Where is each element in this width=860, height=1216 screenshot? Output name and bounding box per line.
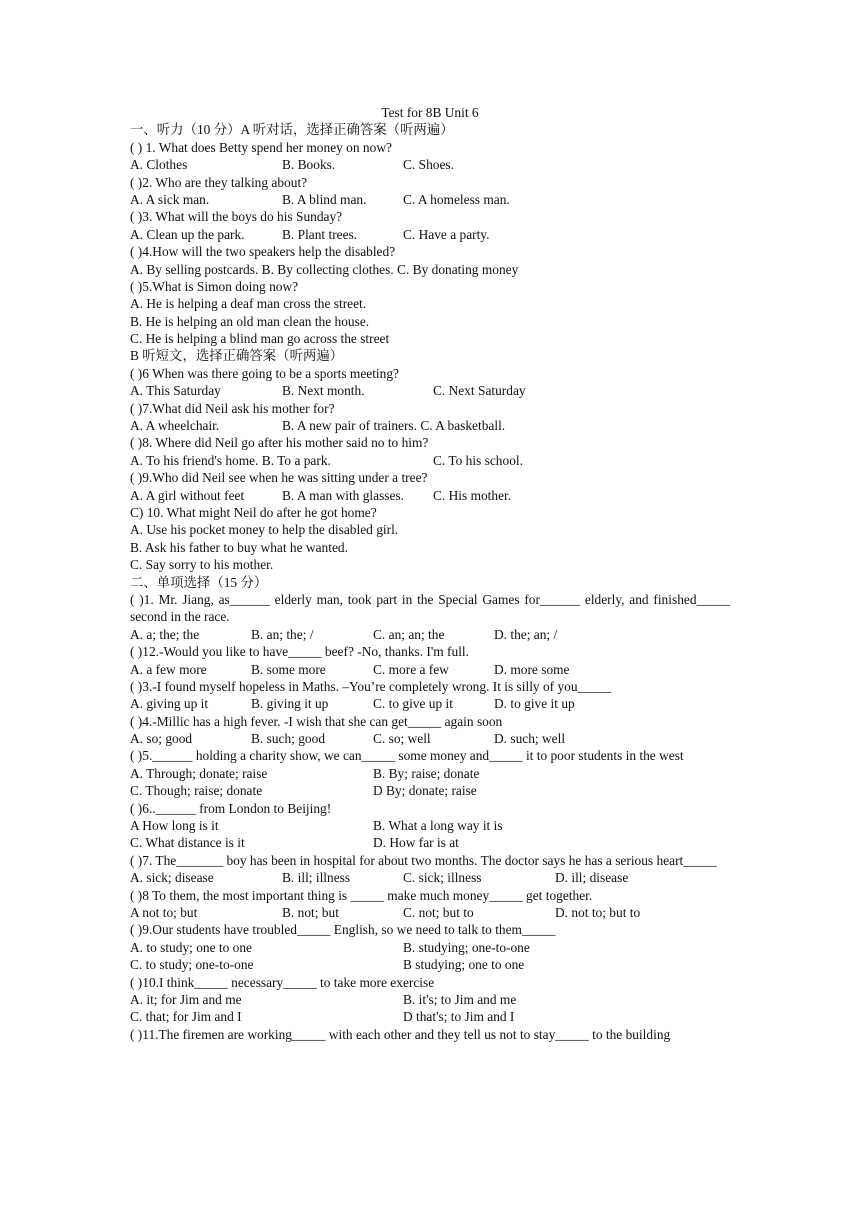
question: ( )6..______ from London to Beijing! bbox=[130, 800, 332, 816]
option: C. Say sorry to his mother. bbox=[130, 557, 274, 573]
question: ( )8. Where did Neil go after his mother said no to him? bbox=[130, 435, 429, 451]
option: C. more a few bbox=[373, 661, 449, 677]
option: B. Ask his father to buy what he wanted. bbox=[130, 539, 348, 555]
answer-options bbox=[130, 991, 730, 1008]
option: C. not; but to bbox=[403, 905, 474, 921]
option: B. Plant trees. bbox=[282, 226, 358, 242]
answer-options bbox=[130, 730, 730, 747]
question: ( )8 To them, the most important thing is _____ make much money_____ get together. bbox=[130, 887, 593, 903]
question: ( )12.-Would you like to have_____ beef? -No, thanks. I'm full. bbox=[130, 644, 469, 660]
answer-options bbox=[130, 382, 730, 399]
answer-options bbox=[130, 1008, 730, 1025]
question: ( )4.How will the two speakers help the disabled? bbox=[130, 244, 396, 260]
option: C. To his school. bbox=[433, 452, 523, 468]
question: ( )3.-I found myself hopeless in Maths. –You’re completely wrong. It is silly of you_____ bbox=[130, 678, 612, 694]
option: B. A blind man. bbox=[282, 191, 367, 207]
option: A. Clothes bbox=[130, 157, 188, 173]
option: A. so; good bbox=[130, 731, 193, 747]
answer-options bbox=[130, 156, 730, 173]
option: D. more some bbox=[494, 661, 570, 677]
answer-options bbox=[130, 487, 730, 504]
option: C. A homeless man. bbox=[403, 191, 510, 207]
option: C. He is helping a blind man go across the street bbox=[130, 331, 390, 347]
option: A. Through; donate; raise bbox=[130, 765, 268, 781]
question: ( )7.What did Neil ask his mother for? bbox=[130, 400, 335, 416]
option: C. an; an; the bbox=[373, 626, 445, 642]
option: B. it's; to Jim and me bbox=[403, 991, 517, 1007]
option: D that's; to Jim and I bbox=[403, 1009, 515, 1025]
answer-options bbox=[130, 452, 730, 469]
question: ( )9.Who did Neil see when he was sitting under a tree? bbox=[130, 470, 428, 486]
question: ( )6 When was there going to be a sports meeting? bbox=[130, 365, 399, 381]
option: A. a; the; the bbox=[130, 626, 200, 642]
option: A. A wheelchair. bbox=[130, 418, 220, 434]
option: C. so; well bbox=[373, 731, 431, 747]
option: C. What distance is it bbox=[130, 835, 245, 851]
answer-options bbox=[130, 661, 730, 678]
section-heading: 一、听力（10 分）A 听对话，选择正确答案（听两遍） bbox=[130, 122, 454, 138]
option: C. to study; one-to-one bbox=[130, 957, 254, 973]
question: C) 10. What might Neil do after he got home? bbox=[130, 504, 377, 520]
answer-options bbox=[130, 817, 730, 834]
option: B. A new pair of trainers. C. A basketball. bbox=[282, 418, 506, 434]
option: C. that; for Jim and I bbox=[130, 1009, 242, 1025]
option: A. A girl without feet bbox=[130, 487, 245, 503]
option: B. not; but bbox=[282, 905, 339, 921]
answer-options bbox=[130, 191, 730, 208]
option: B. By; raise; donate bbox=[373, 765, 480, 781]
option: A. to study; one to one bbox=[130, 939, 252, 955]
option: B. giving it up bbox=[251, 696, 329, 712]
option: C. Have a party. bbox=[403, 226, 490, 242]
option: C. sick; illness bbox=[403, 870, 482, 886]
option: D. not to; but to bbox=[555, 905, 641, 921]
option: A. He is helping a deaf man cross the street. bbox=[130, 296, 367, 312]
option: D. such; well bbox=[494, 731, 566, 747]
option: C. Shoes. bbox=[403, 157, 454, 173]
option: A. sick; disease bbox=[130, 870, 214, 886]
question: ( )5.What is Simon doing now? bbox=[130, 278, 299, 294]
question: ( )7. The_______ boy has been in hospital for about two months. The doctor says he has a serious heart_____ bbox=[130, 852, 717, 868]
option: A not to; but bbox=[130, 905, 198, 921]
question: ( )9.Our students have troubled_____ English, so we need to talk to them_____ bbox=[130, 922, 556, 938]
option: B. He is helping an old man clean the house. bbox=[130, 313, 370, 329]
answer-options bbox=[130, 695, 730, 712]
option: A. A sick man. bbox=[130, 191, 210, 207]
option: C. Next Saturday bbox=[433, 383, 526, 399]
answer-options bbox=[130, 626, 730, 643]
option: D By; donate; raise bbox=[373, 783, 477, 799]
answer-options bbox=[130, 782, 730, 799]
option: B. some more bbox=[251, 661, 326, 677]
option: B. What a long way it is bbox=[373, 818, 503, 834]
answer-options: A. By selling postcards. B. By collecting clothes. C. By donating money bbox=[130, 261, 519, 277]
answer-options bbox=[130, 939, 730, 956]
option: B. studying; one-to-one bbox=[403, 939, 530, 955]
option: A. it; for Jim and me bbox=[130, 991, 242, 1007]
option: C. Though; raise; donate bbox=[130, 783, 263, 799]
option: D. to give it up bbox=[494, 696, 575, 712]
option: B studying; one to one bbox=[403, 957, 525, 973]
question: ( )10.I think_____ necessary_____ to take more exercise bbox=[130, 974, 435, 990]
option: A. Clean up the park. bbox=[130, 226, 245, 242]
option: B. A man with glasses. bbox=[282, 487, 405, 503]
question: ( )11.The firemen are working_____ with each other and they tell us not to stay_____ to the building bbox=[130, 1026, 671, 1042]
section-heading: B 听短文，选择正确答案（听两遍） bbox=[130, 348, 344, 364]
option: A. a few more bbox=[130, 661, 207, 677]
page-title: Test for 8B Unit 6 bbox=[381, 105, 479, 120]
option: C. to give up it bbox=[373, 696, 453, 712]
answer-options bbox=[130, 226, 730, 243]
question: ( )5.______ holding a charity show, we can_____ some money and_____ it to poor students in the west bbox=[130, 748, 684, 764]
question: ( )1. Mr. Jiang, as______ elderly man, took part in the Special Games for______ elderly, and finished_____ second in the race. bbox=[130, 591, 730, 625]
question: ( )3. What will the boys do his Sunday? bbox=[130, 209, 343, 225]
answer-options bbox=[130, 834, 730, 851]
question: ( )2. Who are they talking about? bbox=[130, 174, 308, 190]
worksheet bbox=[130, 104, 730, 1043]
option: A How long is it bbox=[130, 818, 219, 834]
question: ( )4.-Millic has a high fever. -I wish that she can get_____ again soon bbox=[130, 713, 503, 729]
option: A. Use his pocket money to help the disabled girl. bbox=[130, 522, 399, 538]
option: C. His mother. bbox=[433, 487, 512, 503]
question: ( ) 1. What does Betty spend her money on now? bbox=[130, 139, 392, 155]
option: B. such; good bbox=[251, 731, 326, 747]
option: B. Next month. bbox=[282, 383, 365, 399]
option: A. giving up it bbox=[130, 696, 209, 712]
option: D. How far is at bbox=[373, 835, 459, 851]
answer-options bbox=[130, 417, 730, 434]
option: B. an; the; / bbox=[251, 626, 314, 642]
option: A. This Saturday bbox=[130, 383, 221, 399]
option: D. the; an; / bbox=[494, 626, 558, 642]
answer-options bbox=[130, 904, 730, 921]
answer-options bbox=[130, 869, 730, 886]
option: B. ill; illness bbox=[282, 870, 351, 886]
section-heading: 二、单项选择（15 分） bbox=[130, 574, 268, 590]
answer-options bbox=[130, 765, 730, 782]
answer-options bbox=[130, 956, 730, 973]
option: B. Books. bbox=[282, 157, 336, 173]
option: A. To his friend's home. B. To a park. bbox=[130, 452, 331, 468]
option: D. ill; disease bbox=[555, 870, 629, 886]
